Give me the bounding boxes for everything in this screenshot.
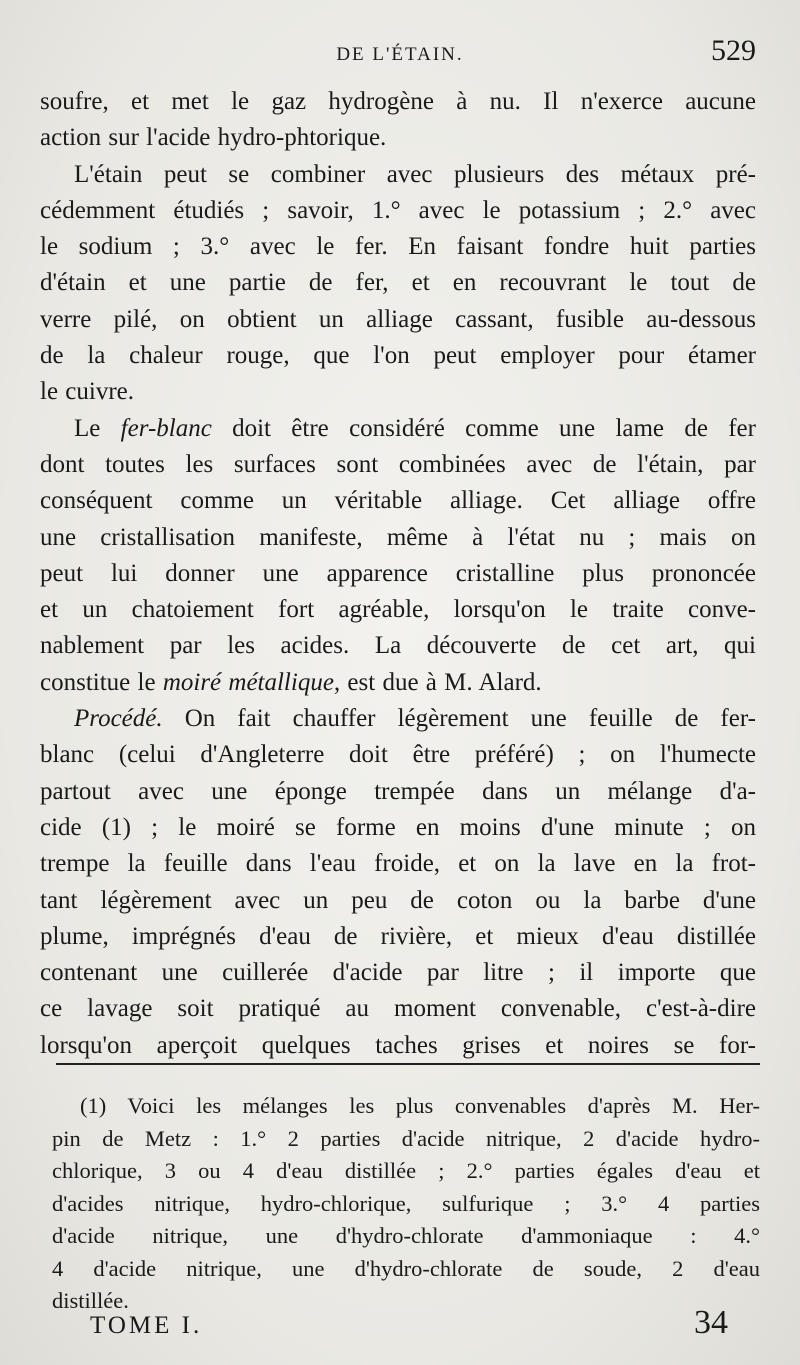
text-line: une cristallisation manifeste, même à l'état nu ; mais on [40,523,756,551]
footnote-line: 4 d'acide nitrique, une d'hydro-chlorate de soude, 2 d'eau [52,1255,760,1281]
footnote-line: pin de Metz : 1.° 2 parties d'acide nitrique, 2 d'acide hydro- [52,1125,760,1151]
text-line: le sodium ; 3.° avec le fer. En faisant fondre huit parties [40,233,756,261]
text-line: d'étain et une partie de fer, et en recouvrant le tout de [40,269,756,297]
footnote [52,1090,760,1318]
text-run: On fait chauffer légèrement une feuille de fer- [162,705,756,733]
text-line: blanc (celui d'Angleterre doit être préféré) ; on l'humecte [40,741,756,769]
text-line: dont toutes les surfaces sont combinées avec de l'étain, par [40,450,756,478]
text-run: est due à M. Alard. [340,668,542,696]
italic-term-procede: Procédé. [74,705,163,733]
main-text [40,84,756,1064]
sheet-number: 34 [694,1304,728,1341]
footnote-rule [56,1063,760,1065]
footnote-line: distillée. [52,1288,129,1313]
text-line: soufre, et met le gaz hydrogène à nu. Il n'exerce aucune [40,88,756,115]
text-line: ce lavage soit pratiqué au moment convenable, c'est-à-dire [40,995,756,1023]
text-line: nablement par les acides. La découverte de cet art, qui [40,632,756,660]
italic-term-fer-blanc: fer-blanc [120,414,212,442]
signature-mark: TOME I. [90,1312,203,1339]
text-line: cide (1) ; le moiré se forme en moins d'une minute ; on [40,813,756,841]
footnote-line: d'acides nitrique, hydro-chlorique, sulfurique ; 3.° 4 parties [52,1190,760,1216]
text-line [40,701,756,737]
running-title: DE L'ÉTAIN. [336,44,464,65]
text-line: de la chaleur rouge, que l'on peut employer pour étamer [40,342,756,370]
text-line: partout avec une éponge trempée dans un mélange d'a- [40,777,756,805]
text-line: et un chatoiement fort agréable, lorsqu'on le traite conve- [40,596,756,624]
text-line: action sur l'acide hydro-phtorique. [40,124,387,152]
italic-term-moire: moiré métallique, [162,668,341,696]
footnote-line: (1) Voici les mélanges les plus convenables d'après M. Her- [80,1093,760,1118]
footnote-line: d'acide nitrique, une d'hydro-chlorate d'ammoniaque : 4.° [52,1223,760,1248]
text-line [40,411,756,447]
text-run: doit être considéré comme une lame de fer [211,414,756,442]
text-line: trempe la feuille dans l'eau froide, et on la lave en la frot- [40,850,756,878]
text-line: contenant une cuillerée d'acide par litre ; il importe que [40,959,756,987]
text-line: verre pilé, on obtient un alliage cassant, fusible au-dessous [40,305,756,333]
text-line: tant légèrement avec un peu de coton ou la barbe d'une [40,886,756,914]
text-line: peut lui donner une apparence cristalline plus prononcée [40,559,756,587]
running-head [40,30,760,80]
text-line: plume, imprégnés d'eau de rivière, et mieux d'eau distillée [40,922,756,950]
text-line: cédemment étudiés ; savoir, 1.° avec le potassium ; 2.° avec [40,196,756,224]
text-line: lorsqu'on aperçoit quelques taches grises et noires se for- [40,1031,756,1059]
text-line: le cuivre. [40,378,135,406]
text-run: Le [74,414,121,442]
text-line [40,665,756,701]
text-line: conséquent comme un véritable alliage. Cet alliage offre [40,487,756,515]
footnote-line: chlorique, 3 ou 4 d'eau distillée ; 2.° parties égales d'eau et [52,1158,760,1183]
text-run: constitue le [40,668,163,696]
text-line: L'étain peut se combiner avec plusieurs des métaux pré- [74,160,756,188]
page-number: 529 [711,34,756,67]
